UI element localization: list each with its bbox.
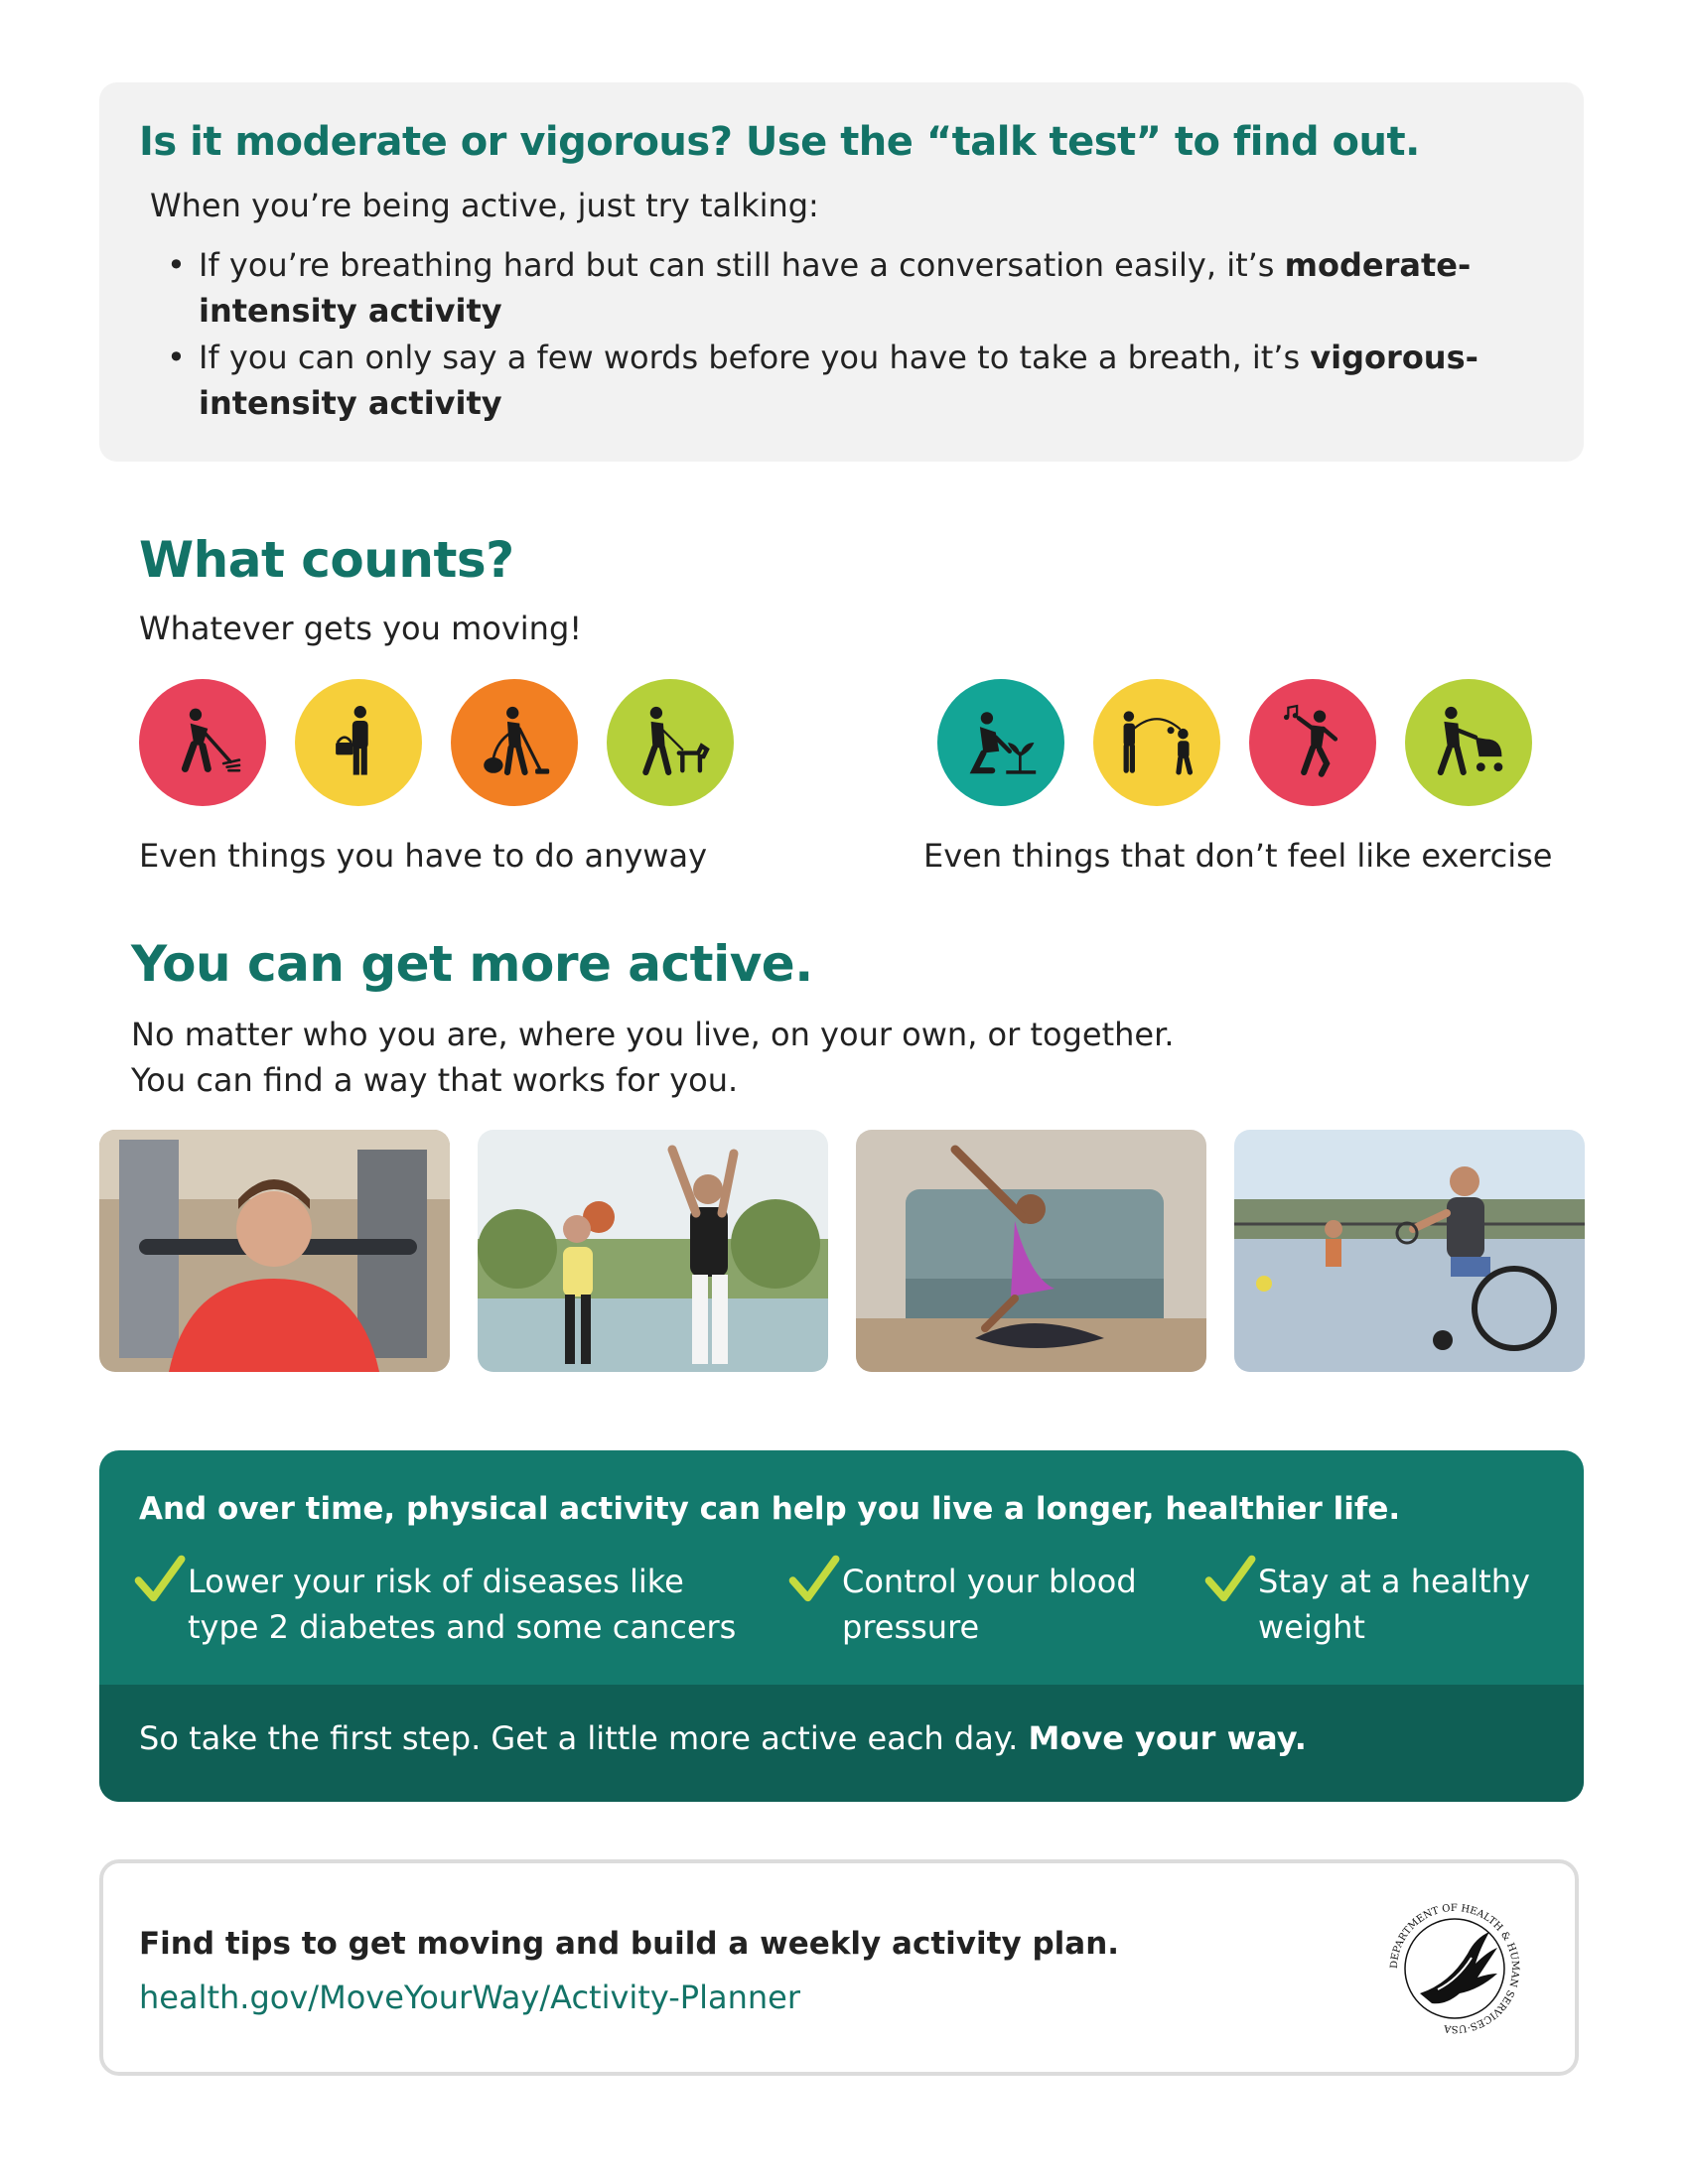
footer-text: Find tips to get moving and build a weekly activity plan.	[139, 1926, 1120, 1962]
activity-planner-link[interactable]: health.gov/MoveYourWay/Activity-Planner	[139, 1979, 800, 2016]
yoga-stretch-photo	[856, 1130, 1206, 1372]
dog-walking-icon	[607, 679, 734, 806]
jump-rope-icon	[1093, 679, 1220, 806]
svg-text:DEPARTMENT OF HEALTH & HUMAN S: DEPARTMENT OF HEALTH & HUMAN SERVICES·USA	[1388, 1902, 1521, 2035]
stroller-walking-icon	[1405, 679, 1532, 806]
checkmark-icon	[1202, 1553, 1256, 1606]
checkmark-icon	[132, 1553, 186, 1606]
checkmark-icon	[786, 1553, 840, 1606]
wheelchair-tennis-photo	[1234, 1130, 1585, 1372]
talk-test-title: Is it moderate or vigorous? Use the “talk test” to find out.	[139, 119, 1420, 165]
gym-machine-photo	[99, 1130, 450, 1372]
hhs-seal-icon	[1380, 1894, 1529, 2043]
bullet-dot: •	[167, 246, 186, 284]
dancing-icon	[1249, 679, 1376, 806]
more-active-title: You can get more active.	[131, 935, 813, 993]
more-active-line-1: No matter who you are, where you live, on your own, or together.	[131, 1016, 1175, 1053]
bullet-dot: •	[167, 339, 186, 376]
benefit-item-disease-risk: Lower your risk of diseases like type 2 diabetes and some cancers	[188, 1559, 744, 1650]
benefit-item-blood-pressure: Control your blood pressure	[842, 1559, 1180, 1650]
talk-test-bullet-vigorous: • If you can only say a few words before you have to take a breath, it’s vigorous-intensity activity	[199, 335, 1509, 426]
vacuuming-icon	[451, 679, 578, 806]
caption-chores: Even things you have to do anyway	[139, 837, 708, 875]
basket-carrying-icon	[295, 679, 422, 806]
tagline: So take the first step. Get a little more active each day. Move your way.	[139, 1719, 1307, 1757]
what-counts-subtitle: Whatever gets you moving!	[139, 610, 583, 647]
talk-test-intro: When you’re being active, just try talking:	[150, 187, 819, 224]
footer-panel	[99, 1859, 1579, 2076]
what-counts-title: What counts?	[139, 531, 514, 589]
caption-fun: Even things that don’t feel like exercise	[923, 837, 1553, 875]
raking-icon	[139, 679, 266, 806]
basketball-photo	[478, 1130, 828, 1372]
benefits-heading: And over time, physical activity can help you live a longer, healthier life.	[139, 1491, 1401, 1527]
gardening-icon	[937, 679, 1064, 806]
talk-test-bullet-moderate: • If you’re breathing hard but can still have a conversation easily, it’s moderate-intensity activity	[199, 242, 1509, 334]
more-active-line-2: You can find a way that works for you.	[131, 1061, 739, 1099]
benefit-item-healthy-weight: Stay at a healthy weight	[1258, 1559, 1556, 1650]
